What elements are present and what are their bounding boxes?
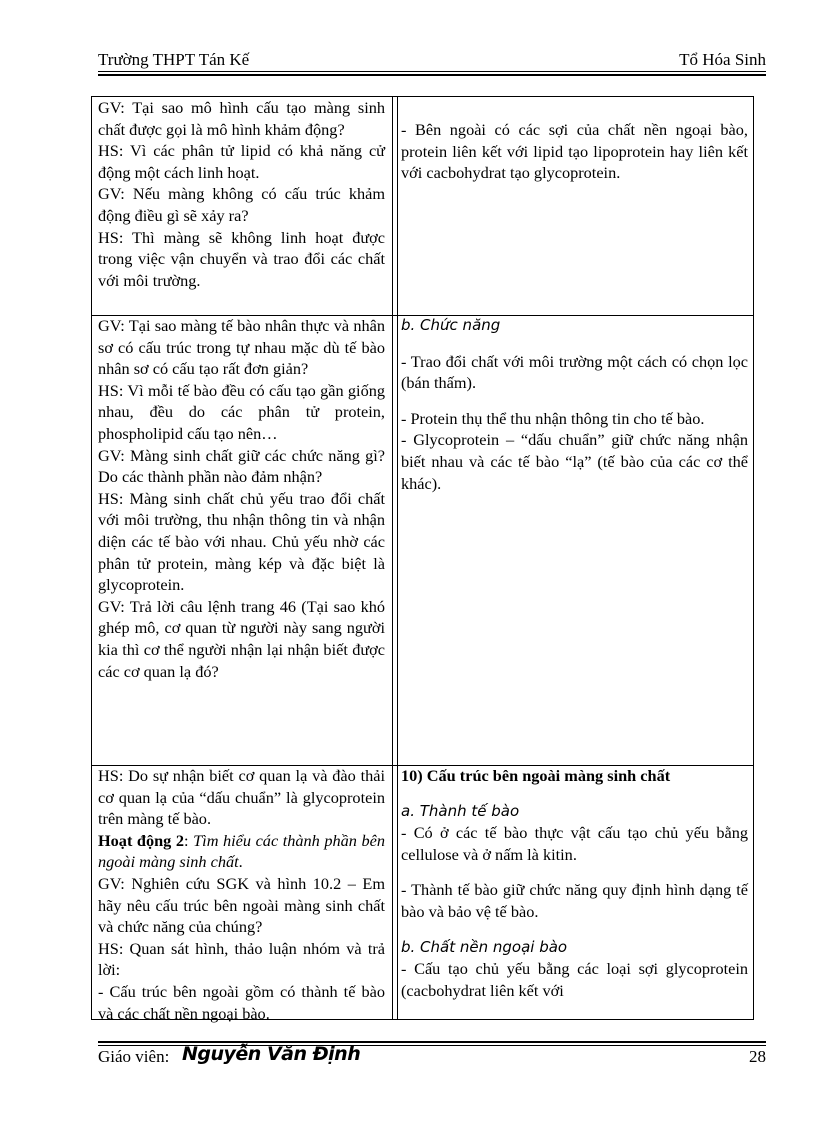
header-rule-double <box>98 74 766 76</box>
header-rule <box>98 71 766 72</box>
right-cell-row2 <box>401 315 748 494</box>
activity-colon: : <box>184 830 194 850</box>
student-answer: HS: Màng sinh chất chủ yếu trao đổi chất với môi trường, thu nhận thông tin và nhận diện các tế bào với nhau. Chủ yếu nhờ các phân tử protein, màng kép và đặc biệt là glycoprotein. <box>98 488 385 595</box>
section-heading: b. Chất nền ngoại bào <box>401 937 568 956</box>
teacher-question: GV: Nếu màng không có cấu trúc khảm động điều gì sẽ xảy ra? <box>98 184 385 225</box>
activity-heading <box>98 830 385 873</box>
teacher-signature: Nguyễn Văn Định <box>182 1043 361 1065</box>
column-divider-inner <box>397 97 398 1019</box>
right-cell-row3 <box>401 765 748 1001</box>
content-paragraph: - Protein thụ thể thu nhận thông tin cho tế bào. <box>401 408 705 428</box>
student-answer: HS: Quan sát hình, thảo luận nhóm và trả lời: <box>98 938 385 980</box>
section-heading: b. Chức năng <box>401 316 501 334</box>
school-name: Trường THPT Tán Kế <box>98 50 250 69</box>
content-paragraph: - Trao đổi chất với môi trường một cách có chọn lọc (bán thấm). <box>401 351 748 393</box>
column-divider <box>392 97 393 1019</box>
teacher-question: GV: Nghiên cứu SGK và hình 10.2 – Em hãy nêu cấu trúc bên ngoài màng sinh chất và chức năng của chúng? <box>98 873 385 937</box>
left-cell-row1 <box>98 97 385 291</box>
student-answer: HS: Vì các phân tử lipid có khả năng cử động một cách linh hoạt. <box>98 141 385 182</box>
page-header <box>98 50 766 72</box>
student-answer: - Cấu trúc bên ngoài gồm có thành tế bào và các chất nền ngoại bào. <box>98 981 385 1023</box>
student-answer: HS: Thì màng sẽ không linh hoạt được trong việc vận chuyển và trao đổi các chất với môi trường. <box>98 227 385 290</box>
activity-title: Tìm hiểu các thành phần bên ngoài màng sinh chất <box>98 830 385 872</box>
left-cell-row2 <box>98 315 385 682</box>
section-heading: a. Thành tế bào <box>401 801 520 820</box>
teacher-question: GV: Tại sao mô hình cấu tạo màng sinh chất được gọi là mô hình khảm động? <box>98 98 385 139</box>
content-paragraph: - Có ở các tế bào thực vật cấu tạo chủ yếu bằng cellulose và ở nấm là kitin. <box>401 823 748 864</box>
lesson-table <box>91 96 754 1023</box>
teacher-question: GV: Màng sinh chất giữ các chức năng gì? Do các thành phần nào đảm nhận? <box>98 445 385 487</box>
teacher-question: GV: Trả lời câu lệnh trang 46 (Tại sao khó ghép mô, cơ quan từ người này sang người kia thì cơ thể người nhận lại nhận biết được các cơ quan lạ đó? <box>98 596 385 681</box>
right-cell-row1 <box>401 119 748 184</box>
content-paragraph: - Bên ngoài có các sợi của chất nền ngoại bào, protein liên kết với lipid tạo lipoprotein hay liên kết với cacbohydrat tạo glycoprotein. <box>401 120 748 183</box>
activity-label: Hoạt động 2 <box>98 830 185 850</box>
activity-end: . <box>238 852 243 872</box>
teacher-label: Giáo viên: <box>98 1047 170 1066</box>
department-name: Tổ Hóa Sinh <box>679 50 766 69</box>
page-footer <box>98 1043 766 1073</box>
page-number: 28 <box>749 1047 766 1066</box>
student-answer: HS: Do sự nhận biết cơ quan lạ và đào thải cơ quan lạ của “dấu chuẩn” là glycoprotein trên màng tế bào. <box>98 766 385 829</box>
content-paragraph: - Glycoprotein – “dấu chuẩn” giữ chức năng nhận biết nhau và các tế bào “lạ” (tế bào của các cơ thể khác). <box>401 430 748 493</box>
left-cell-row3 <box>98 765 385 1024</box>
student-answer: HS: Vì mỗi tế bào đều có cấu tạo gần giống nhau, đều do các phân tử protein, phospholipid cấu tạo nên… <box>98 380 385 443</box>
content-paragraph: - Thành tế bào giữ chức năng quy định hình dạng tế bào và bảo vệ tế bào. <box>401 880 748 921</box>
section-title: 10) Cấu trúc bên ngoài màng sinh chất <box>401 766 671 785</box>
content-paragraph: - Cấu tạo chủ yếu bằng các loại sợi glycoprotein (cacbohydrat liên kết với <box>401 959 748 1000</box>
teacher-question: GV: Tại sao màng tế bào nhân thực và nhân sơ có cấu trúc trong tự nhau mặc dù tế bào nhân sơ có cấu tạo rất đơn giản? <box>98 316 385 379</box>
